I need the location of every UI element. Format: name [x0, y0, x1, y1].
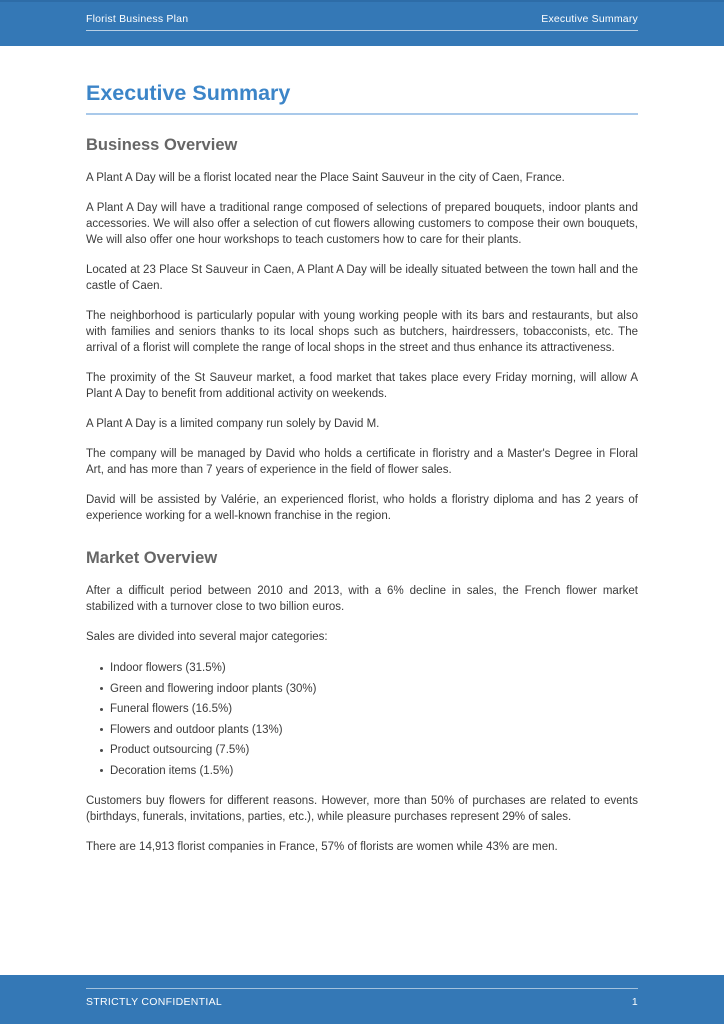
paragraph: The proximity of the St Sauveur market, a food market that takes place every Friday morning, will allow A Plant A Day to benefit from additional activity on weekends.: [86, 372, 638, 400]
paragraph: After a difficult period between 2010 and 2013, with a 6% decline in sales, the French flower market stabilized with a turnover close to two billion euros.: [86, 585, 638, 613]
paragraph: Located at 23 Place St Sauveur in Caen, A Plant A Day will be ideally situated between the town hall and the castle of Caen.: [86, 264, 638, 292]
section-heading-market-overview: Market Overview: [86, 549, 218, 567]
list-item: Green and flowering indoor plants (30%): [86, 681, 638, 697]
paragraph: The company will be managed by David who holds a certificate in floristry and a Master's Degree in Floral Art, and has more than 7 years of experience in the field of flower sales.: [86, 448, 638, 476]
paragraph: The neighborhood is particularly popular with young working people with its bars and restaurants, but also with families and seniors thanks to its local shops such as butchers, hairdressers, tobacconists, etc. The arrival of a florist will complete the range of local shops in the street and thus enhance its attractiveness.: [86, 310, 638, 354]
list-item: Funeral flowers (16.5%): [86, 701, 638, 717]
paragraph: A Plant A Day will have a traditional range composed of selections of prepared bouquets, indoor plants and accessories. We will also offer a selection of cut flowers allowing customers to compose their own bouquets, We will also offer one hour workshops to teach customers how to care for their plants.: [86, 202, 638, 246]
page-title: Executive Summary: [86, 80, 638, 115]
page-footer: [0, 975, 724, 1024]
paragraph: Sales are divided into several major categories:: [86, 631, 328, 643]
list-item: Indoor flowers (31.5%): [86, 660, 638, 676]
paragraph: A Plant A Day is a limited company run solely by David M.: [86, 418, 380, 430]
footer-page-number: 1: [631, 996, 638, 1008]
header-document-title: Florist Business Plan: [86, 13, 189, 25]
list-item: Decoration items (1.5%): [86, 763, 638, 779]
sales-categories-list: [86, 660, 638, 779]
document-body: [0, 46, 724, 855]
footer-confidential-label: STRICTLY CONFIDENTIAL: [86, 996, 223, 1008]
page-footer-rule: [86, 988, 638, 1008]
list-item: Flowers and outdoor plants (13%): [86, 722, 638, 738]
paragraph: Customers buy flowers for different reasons. However, more than 50% of purchases are related to events (birthdays, funerals, invitations, parties, etc.), while pleasure purchases represent 29% of sales.: [86, 794, 638, 823]
page-header-rule: [86, 2, 638, 31]
list-item: Product outsourcing (7.5%): [86, 742, 638, 758]
page-header: [0, 0, 724, 46]
section-heading-business-overview: Business Overview: [86, 136, 238, 154]
paragraph: There are 14,913 florist companies in France, 57% of florists are women while 43% are men.: [86, 840, 558, 853]
paragraph: David will be assisted by Valérie, an experienced florist, who holds a floristry diploma and has 2 years of experience working for a well-known franchise in the region.: [86, 494, 638, 522]
header-chapter-title: Executive Summary: [541, 13, 638, 25]
paragraph: A Plant A Day will be a florist located near the Place Saint Sauveur in the city of Caen, France.: [86, 172, 565, 184]
